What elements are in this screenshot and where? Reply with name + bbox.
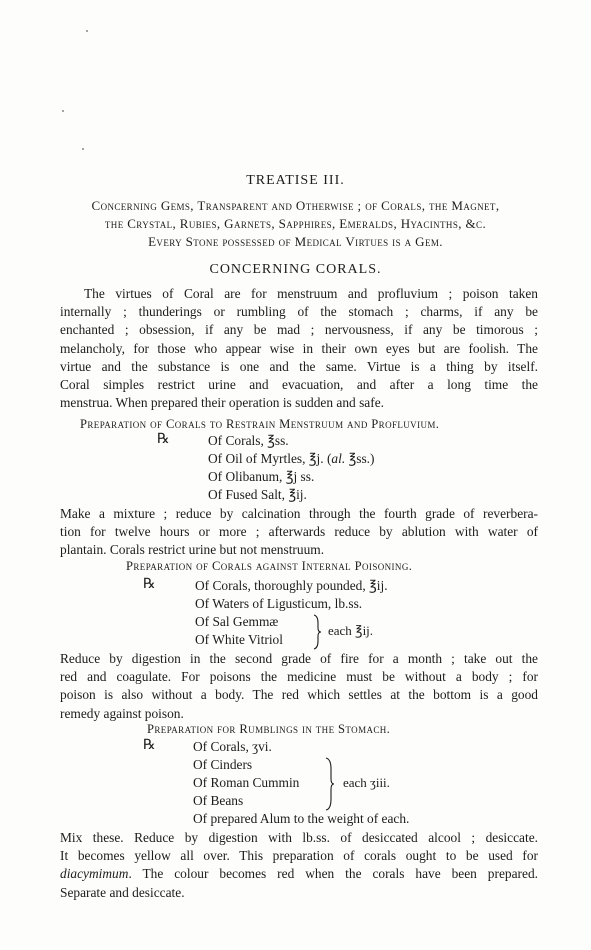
prep3-ingredient: Of Beans [193,793,244,808]
paper-speck [62,110,64,112]
intro-line: Coral simples restrict urine and evacuation, and after a long time the [60,377,538,393]
prep3-instructions [60,829,538,902]
prep3-line: diacymimum. The colour becomes red when the corals have been prepared. [60,866,538,882]
intro-line: internally ; thunderings or rumbling of the stomach ; charms, if any be [60,304,538,320]
recipe-symbol: ℞ [157,432,170,447]
prep3-heading: Preparation for Rumblings in the Stomach. [147,722,391,736]
intro-line: enchanted ; obsession, if any be mad ; nervousness, if any be timorous ; [60,322,538,338]
prep3-ingredient: Of Cinders [193,757,253,772]
prep1-heading: Preparation of Corals to Restrain Menstruum and Profluvium. [80,417,440,431]
prep2-line: Reduce by digestion in the second grade of fire for a month ; take out the [60,651,538,666]
prep1-ingredient: Of Oil of Myrtles, ℥j. (al. ℥ss.) [208,451,375,466]
prep1-instructions [60,505,538,560]
prep3-each-amount: each ʒiii. [343,775,390,790]
prep2-heading: Preparation of Corals against Internal Poisoning. [126,559,413,573]
intro-paragraph [60,285,538,412]
prep3-line: Separate and desiccate. [60,884,185,900]
intro-line: menstrua. When prepared their operation is sudden and safe. [60,395,384,411]
subtitle-line-3: Every Stone possessed of Medical Virtues is a Gem. [148,234,443,249]
prep3-ingredient: Of Roman Cummin [193,775,300,790]
brace-icon [324,757,336,811]
prep3-line: Mix these. Reduce by digestion with lb.ss. of desiccated alcool ; desiccate. [60,830,538,845]
subtitle-line-1: Concerning Gems, Transparent and Otherwise ; of Corals, the Magnet, [91,198,500,213]
prep2-ingredient: Of Waters of Ligusticum, lb.ss. [195,596,363,611]
prep1-line: plantain. Corals restrict urine but not menstruum. [60,542,325,558]
prep3-line: It becomes yellow all over. This preparation of corals ought to be used for [60,848,538,864]
subtitle-line-2: the Crystal, Rubies, Garnets, Sapphires, Emeralds, Hyacinths, &c. [104,216,487,231]
prep2-line: poison is also without a body. The red which settles at the bottom is a good [60,687,538,703]
intro-line: virtue and the substance is one and the same. Virtue is a thing by itself. [60,358,538,374]
prep3-ingredient: Of Corals, ʒvi. [193,739,272,754]
prep2-ingredient: Of Sal Gemmæ [195,614,279,629]
prep1-ingredient: Of Olibanum, ℥j ss. [208,469,315,484]
prep3-ingredient: Of prepared Alum to the weight of each. [193,811,410,826]
prep2-ingredient: Of White Vitriol [195,632,283,647]
intro-line: melancholy, for those who appear wise in their own eyes but are foolish. The [60,340,538,356]
prep1-line: Make a mixture ; reduce by calcination through the fourth grade of reverbera- [60,506,538,521]
prep1-line: tion for twelve hours or more ; afterwards reduce by ablution with water of [60,524,538,540]
prep1-ingredient: Of Fused Salt, ℥ij. [208,487,307,502]
section-title: CONCERNING CORALS. [209,262,382,277]
intro-line: The virtues of Coral are for menstruum and profluvium ; poison taken [84,286,538,301]
paper-speck [86,30,88,32]
treatise-title: TREATISE III. [246,173,345,188]
prep2-each-amount: each ℥ij. [328,623,374,638]
paper-speck [82,148,84,150]
brace-icon [312,614,322,650]
recipe-symbol: ℞ [143,738,156,753]
prep2-line: red and coagulate. For poisons the medicine must be without a body ; for [60,669,538,685]
prep1-ingredient: Of Corals, ℥ss. [208,433,289,448]
recipe-symbol: ℞ [143,577,156,592]
prep2-line: remedy against poison. [60,705,184,721]
prep2-instructions [60,650,538,723]
prep2-ingredient: Of Corals, thoroughly pounded, ℥ij. [195,578,388,593]
